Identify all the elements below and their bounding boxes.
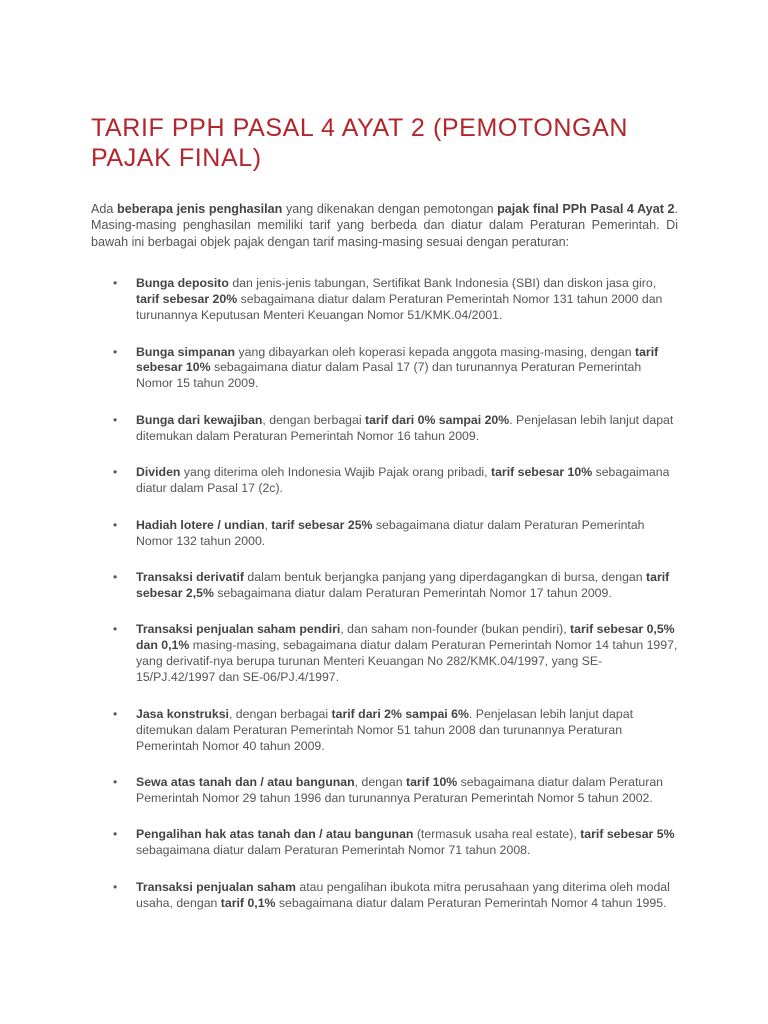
list-item-bold-text: tarif sebesar 0,5% dan 0,1% <box>136 622 675 653</box>
list-item <box>113 827 678 859</box>
list-item-text: (termasuk usaha real estate), <box>413 827 581 842</box>
list-item-text: sebagaimana diatur dalam Pasal 17 (2c). <box>136 465 670 496</box>
tax-rate-list <box>91 276 678 911</box>
list-item <box>113 880 678 912</box>
list-item-bold-text: Bunga deposito <box>136 276 229 291</box>
bullet-icon: • <box>113 276 118 291</box>
list-item-bold-text: tarif 10% <box>405 775 458 789</box>
list-item-text: sebagaimana diatur dalam Pasal 17 (7) dan turunannya Peraturan Pemerintah Nomor 15 tahun 2009. <box>136 360 642 391</box>
list-item-text: , <box>264 517 272 532</box>
list-item-bold-text: tarif sebesar 5% <box>580 827 675 842</box>
list-item-text: , dengan berbagai <box>262 412 365 427</box>
list-item-bold-text: tarif sebesar 10% <box>490 465 593 480</box>
list-item-text: yang dibayarkan oleh koperasi kepada anggota masing-masing, dengan <box>235 344 635 359</box>
list-item-text: sebagaimana diatur dalam Peraturan Pemerintah Nomor 17 tahun 2009. <box>213 585 612 600</box>
list-item-bold-text: tarif sebesar 10% <box>136 344 659 375</box>
intro-paragraph <box>91 201 678 250</box>
list-item-text: yang diterima oleh Indonesia Wajib Pajak orang pribadi, <box>180 465 491 480</box>
list-item-bold-text: tarif sebesar 20% <box>136 292 238 307</box>
list-item-text: sebagaimana diatur dalam Peraturan Pemerintah Nomor 132 tahun 2000. <box>136 517 645 548</box>
list-item <box>113 570 678 602</box>
list-item-text: dan jenis-jenis tabungan, Sertifikat Bank Indonesia (SBI) dan diskon jasa giro, <box>228 276 657 291</box>
list-item <box>113 775 678 807</box>
bullet-icon: • <box>113 827 118 842</box>
list-item-bold-text: tarif dari 0% sampai 20% <box>364 412 510 427</box>
list-item <box>113 345 678 393</box>
list-item-text: dalam bentuk berjangka panjang yang diperdagangkan di bursa, dengan <box>244 570 647 585</box>
bullet-icon: • <box>113 775 118 789</box>
page-title: TARIF PPH PASAL 4 AYAT 2 (PEMOTONGAN PAJAK FINAL) <box>91 114 629 172</box>
list-item-bold-text: tarif 0,1% <box>220 895 276 910</box>
list-item <box>113 413 678 445</box>
list-item-bold-text: Pengalihan hak atas tanah dan / atau bangunan <box>136 827 414 842</box>
list-item-bold-text: tarif sebesar 25% <box>271 517 373 532</box>
list-item-bold-text: Bunga simpanan <box>136 344 236 359</box>
list-item-text: . Penjelasan lebih lanjut dapat ditemukan dalam Peraturan Pemerintah Nomor 51 tahun 2008 dan turunannya Peraturan Pemerintah Nomor 40 tahun 2009. <box>136 706 633 753</box>
list-item-text: , dengan berbagai <box>228 706 332 721</box>
bullet-icon: • <box>113 465 118 480</box>
list-item-text: masing-masing, sebagaimana diatur dalam Peraturan Pemerintah Nomor 14 tahun 1997, yang derivatif-nya berupa turunan Menteri Keuangan No 282/KMK.04/1997, yang SE-15/PJ.42/1997 dan SE-06/PJ.4/1997. <box>136 638 678 685</box>
list-item-bold-text: tarif dari 2% sampai 6% <box>331 706 469 721</box>
bullet-icon: • <box>113 344 118 359</box>
list-item <box>113 276 678 324</box>
intro-text: . Masing-masing penghasilan memiliki tarif yang berbeda dan diatur dalam Peraturan Pemerintah. Di bawah ini berbagai objek pajak dengan tarif masing-masing sesuai dengan peraturan: <box>91 202 678 249</box>
list-item-text: sebagaimana diatur dalam Peraturan Pemerintah Nomor 29 tahun 1996 dan turunannya Peraturan Pemerintah Nomor 5 tahun 2002. <box>136 775 663 805</box>
list-item-bold-text: Jasa konstruksi <box>136 706 229 721</box>
list-item <box>113 465 678 497</box>
list-item-text: sebagaimana diatur dalam Peraturan Pemerintah Nomor 4 tahun 1995. <box>275 895 667 910</box>
bullet-icon: • <box>113 706 118 721</box>
intro-bold-text: beberapa jenis penghasilan <box>117 202 283 216</box>
intro-text: Ada <box>91 202 117 216</box>
list-item-text: , dan saham non-founder (bukan pendiri), <box>340 622 571 637</box>
list-item-bold-text: Transaksi penjualan saham <box>136 879 296 894</box>
list-item-text: , dengan <box>354 775 406 789</box>
bullet-icon: • <box>113 570 118 585</box>
list-item-text: atau pengalihan ibukota mitra perusahaan yang diterima oleh modal usaha, dengan <box>136 879 670 910</box>
list-item-text: sebagaimana diatur dalam Peraturan Pemerintah Nomor 131 tahun 2000 dan turunannya Keputusan Menteri Keuangan Nomor 51/KMK.04/2001. <box>136 292 663 323</box>
intro-bold-text: pajak final PPh Pasal 4 Ayat 2 <box>497 202 675 216</box>
list-item <box>113 622 678 686</box>
list-item-bold-text: Transaksi penjualan saham pendiri <box>136 622 341 637</box>
bullet-icon: • <box>113 517 118 532</box>
bullet-icon: • <box>113 622 118 637</box>
list-item-text: . Penjelasan lebih lanjut dapat ditemukan dalam Peraturan Pemerintah Nomor 16 tahun 2009. <box>136 412 674 443</box>
bullet-icon: • <box>113 412 118 427</box>
list-item-bold-text: Transaksi derivatif <box>136 570 244 585</box>
list-item <box>113 518 678 550</box>
list-item-bold-text: Bunga dari kewajiban <box>136 412 263 427</box>
list-item-bold-text: Sewa atas tanah dan / atau bangunan <box>136 775 355 789</box>
list-item <box>113 707 678 755</box>
intro-text: yang dikenakan dengan pemotongan <box>282 202 498 216</box>
list-item-bold-text: tarif sebesar 2,5% <box>136 570 670 600</box>
list-item-text: sebagaimana diatur dalam Peraturan Pemerintah Nomor 71 tahun 2008. <box>136 843 531 858</box>
bullet-icon: • <box>113 879 118 894</box>
list-item-bold-text: Hadiah lotere / undian <box>136 517 265 532</box>
list-item-bold-text: Dividen <box>136 465 181 480</box>
